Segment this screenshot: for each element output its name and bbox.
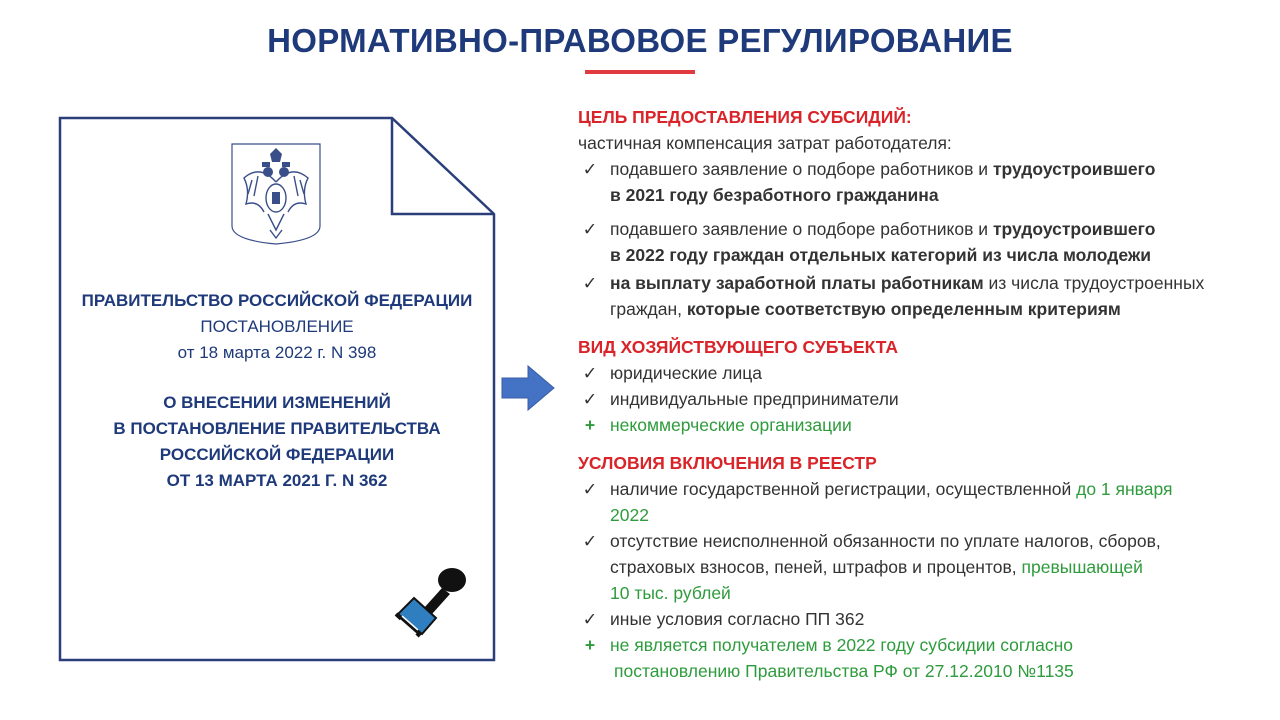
check-icon: ✓ — [582, 389, 598, 409]
check-icon: ✓ — [582, 479, 598, 499]
entity-item: + некоммерческие организации — [578, 412, 1258, 438]
check-icon: ✓ — [582, 219, 598, 239]
doc-type: ПОСТАНОВЛЕНИЕ — [200, 317, 354, 336]
check-icon: ✓ — [582, 609, 598, 629]
registry-item: ✓ иные условия согласно ПП 362 — [578, 606, 1258, 632]
arrow-right-icon — [500, 364, 556, 412]
doc-issuer: ПРАВИТЕЛЬСТВО РОССИЙСКОЙ ФЕДЕРАЦИИ — [81, 291, 473, 310]
check-icon: ✓ — [582, 159, 598, 179]
doc-date: от 18 марта 2022 г. N 398 — [177, 343, 377, 362]
title-underline — [585, 70, 695, 74]
registry-item: ✓ наличие государственной регистрации, осуществленной до 1 января 2022 — [578, 476, 1258, 528]
check-icon: ✓ — [582, 531, 598, 551]
russian-coat-of-arms-icon — [230, 142, 322, 246]
check-icon: ✓ — [582, 363, 598, 383]
entity-section-title: ВИД ХОЗЯЙСТВУЮЩЕГО СУБЪЕКТА — [578, 337, 898, 357]
registry-item: ✓ отсутствие неисполненной обязанности по уплате налогов, сборов, страховых взносов, пеней, штрафов и процентов, превышающей 10 тыс. рублей — [578, 528, 1258, 606]
plus-icon: + — [584, 635, 596, 655]
plus-icon: + — [584, 415, 596, 435]
document-card — [58, 116, 496, 662]
entity-item: ✓ индивидуальные предприниматели — [578, 386, 1258, 412]
doc-subject-line: В ПОСТАНОВЛЕНИЕ ПРАВИТЕЛЬСТВА — [113, 419, 441, 438]
doc-subject-line: О ВНЕСЕНИИ ИЗМЕНЕНИЙ — [163, 393, 391, 412]
goal-section-title: ЦЕЛЬ ПРЕДОСТАВЛЕНИЯ СУБСИДИЙ: — [578, 107, 912, 127]
registry-section-title: УСЛОВИЯ ВКЛЮЧЕНИЯ В РЕЕСТР — [578, 453, 877, 473]
page-title: НОРМАТИВНО-ПРАВОВОЕ РЕГУЛИРОВАНИЕ — [267, 22, 1013, 59]
goal-item: ✓ подавшего заявление о подборе работников и трудоустроившего в 2021 году безработного гражданина — [578, 156, 1258, 208]
doc-subject-line: РОССИЙСКОЙ ФЕДЕРАЦИИ — [159, 445, 395, 464]
doc-subject-line: ОТ 13 МАРТА 2021 Г. N 362 — [166, 471, 388, 490]
rubber-stamp-icon — [392, 564, 474, 640]
goal-intro: частичная компенсация затрат работодателя: — [578, 133, 952, 153]
registry-item: + не является получателем в 2022 году субсидии согласно постановлению Правительства РФ от 27.12.2010 №1135 — [578, 632, 1258, 684]
requirements-panel — [578, 104, 1258, 684]
entity-item: ✓ юридические лица — [578, 360, 1258, 386]
goal-item: ✓ на выплату заработной платы работникам из числа трудоустроенных граждан, которые соответствую определенным критериям — [578, 270, 1258, 322]
check-icon: ✓ — [582, 273, 598, 293]
goal-item: ✓ подавшего заявление о подборе работников и трудоустроившего в 2022 году граждан отдельных категорий из числа молодежи — [578, 216, 1258, 268]
